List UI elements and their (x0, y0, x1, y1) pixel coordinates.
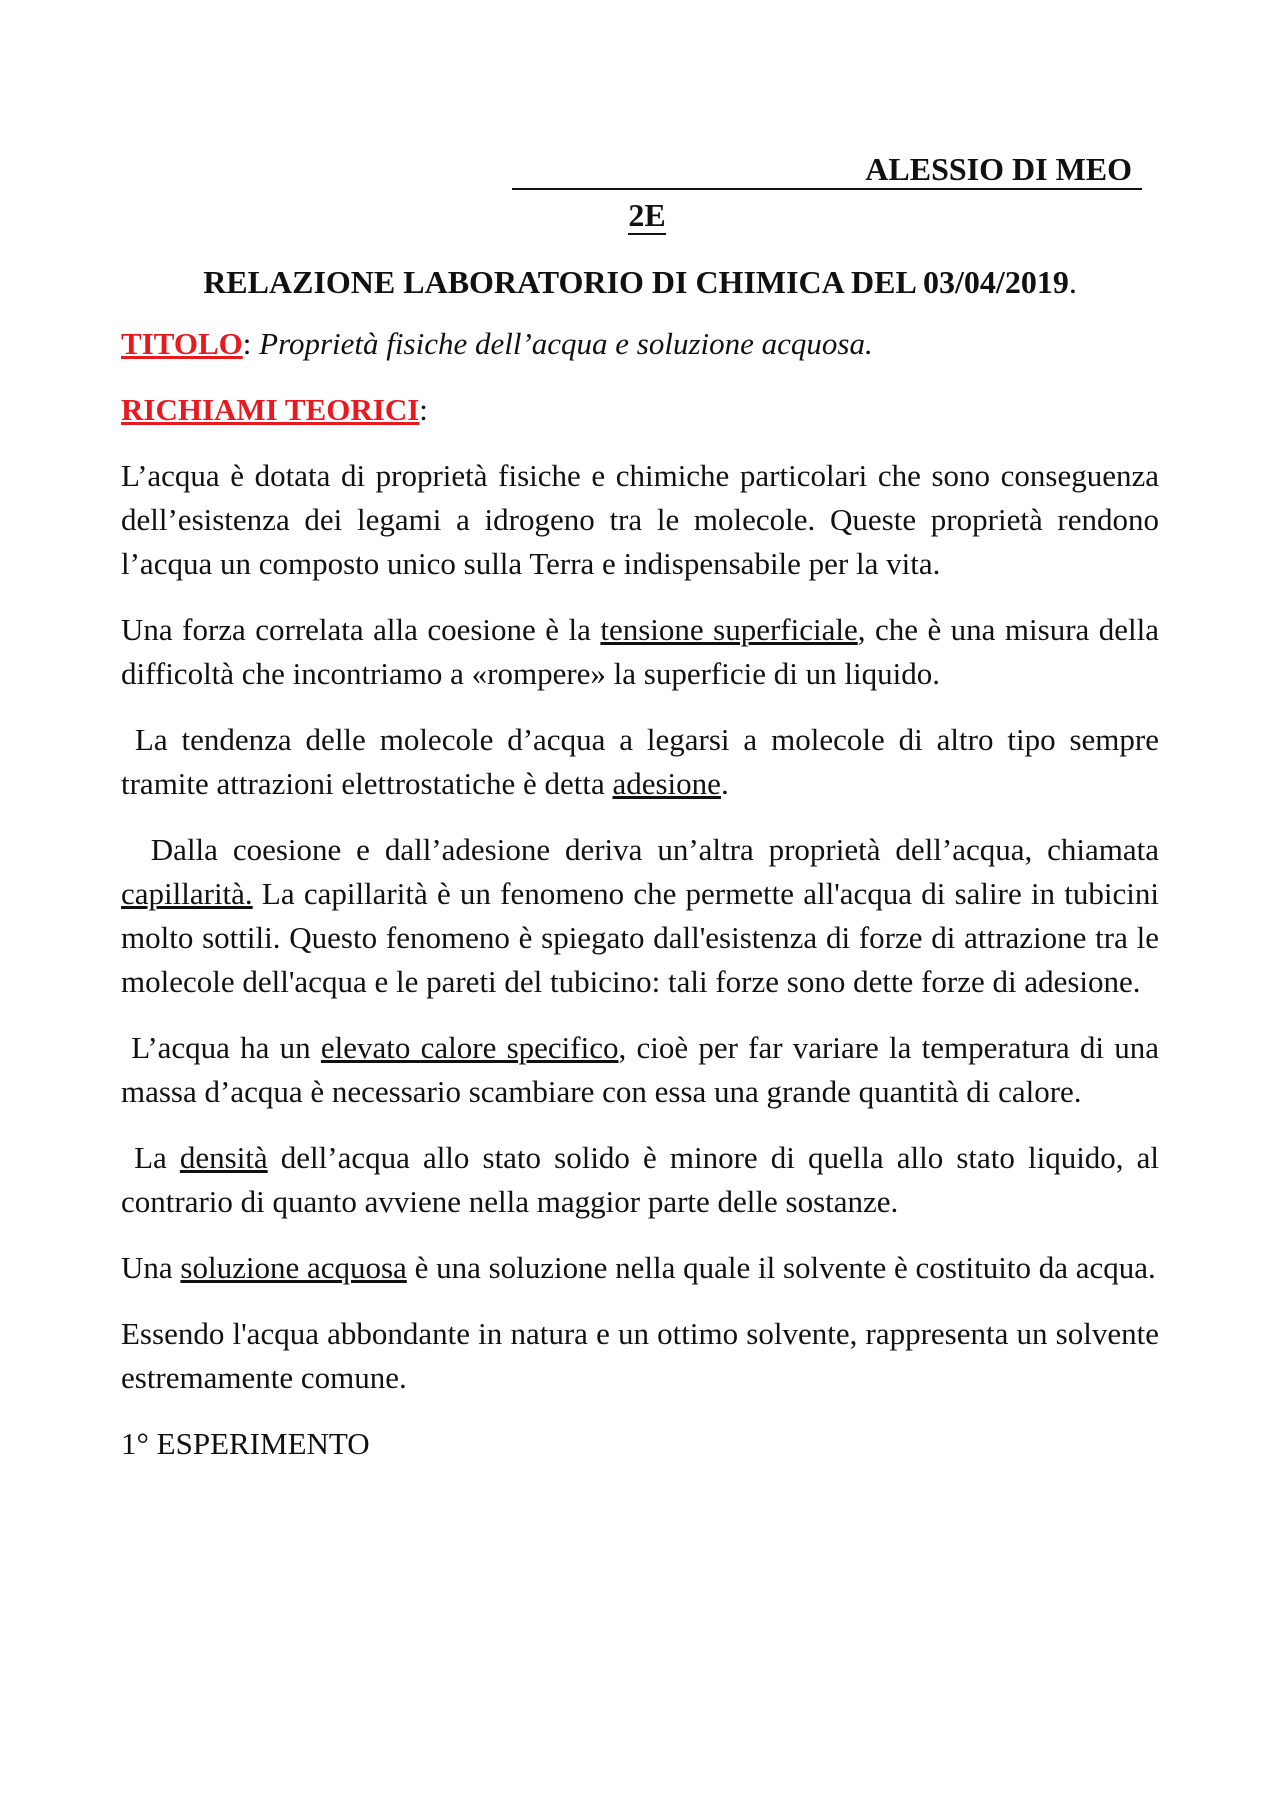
document-body (121, 322, 1167, 1488)
report-title (0, 262, 1280, 302)
paragraph-6-text-b: dell’acqua allo stato solido è minore di quella allo stato liquido, al contrario di quanto avviene nella maggior parte delle sostanze. (121, 1140, 1160, 1219)
paragraph-2 (121, 608, 1159, 696)
paragraph-4 (121, 828, 1167, 1004)
paragraph-4-text-a: Dalla coesione e dall’adesione deriva un’altra proprietà dell’acqua, chiamata (121, 832, 1167, 867)
titolo-value: Proprietà fisiche dell’acqua e soluzione acquosa. (259, 326, 873, 361)
term-calore-specifico: elevato calore specifico (320, 1030, 619, 1065)
term-adesione: adesione (612, 766, 721, 801)
paragraph-5-text-b: , cioè per far variare la temperatura di una massa d’acqua è necessario scambiare con essa una grande quantità di calore. (121, 1030, 1159, 1109)
titolo-label: TITOLO (121, 326, 243, 361)
paragraph-6-text-a: La (121, 1140, 180, 1175)
paragraph-7 (121, 1246, 1159, 1290)
paragraph-4-text-b: La capillarità è un fenomeno che permette all'acqua di salire in tubicini molto sottili. Questo fenomeno è spiegato dall'esistenza di forze di attrazione tra le molecole dell'acqua e le pareti del tubicino: tali forze sono dette forze di adesione. (121, 876, 1159, 999)
richiami-separator: : (419, 392, 428, 427)
paragraph-5-text-a: L’acqua ha un (121, 1030, 321, 1065)
author-line (512, 148, 1142, 190)
term-tensione-superficiale: tensione superficiale (600, 612, 858, 647)
author-name: ALESSIO DI MEO (865, 151, 1132, 187)
paragraph-5 (121, 1026, 1159, 1114)
class-name: 2E (628, 197, 666, 233)
titolo-separator: : (242, 326, 252, 361)
report-title-period: . (1068, 264, 1077, 300)
paragraph-1: L’acqua è dotata di proprietà fisiche e chimiche particolari che sono conseguenza dell’esistenza dei legami a idrogeno tra le molecole. Queste proprietà rendono l’acqua un composto unico sulla Terra e indispensabile per la vita. (121, 458, 1159, 581)
titolo-line (121, 322, 1159, 366)
paragraph-6 (121, 1136, 1159, 1224)
paragraph-7-text-b: è una soluzione nella quale il solvente è costituito da acqua. (406, 1250, 1156, 1285)
paragraph-7-text-a: Una (121, 1250, 181, 1285)
richiami-label: RICHIAMI TEORICI (121, 392, 420, 427)
paragraph-2-text-b: , che è una misura della difficoltà che incontriamo a «rompere» la superficie di un liquido. (121, 612, 1159, 691)
term-densita: densità (179, 1140, 268, 1175)
paragraph-3 (121, 718, 1167, 806)
paragraph-3-text-a: La tendenza delle molecole d’acqua a legarsi a molecole di altro tipo sempre tramite attrazioni elettrostatiche è detta (121, 722, 1167, 801)
report-title-text: RELAZIONE LABORATORIO DI CHIMICA DEL 03/04/2019 (203, 264, 1069, 300)
paragraph-3-text-b: . (720, 766, 729, 801)
term-capillarita: capillarità. (121, 876, 253, 911)
paragraph-8: Essendo l'acqua abbondante in natura e un ottimo solvente, rappresenta un solvente estremamente comune. (121, 1316, 1159, 1395)
class-line (0, 196, 1280, 234)
paragraph-2-text-a: Una forza correlata alla coesione è la (121, 612, 601, 647)
experiment-heading: 1° ESPERIMENTO (121, 1426, 370, 1461)
richiami-heading (121, 388, 1159, 432)
term-soluzione-acquosa: soluzione acquosa (180, 1250, 407, 1285)
